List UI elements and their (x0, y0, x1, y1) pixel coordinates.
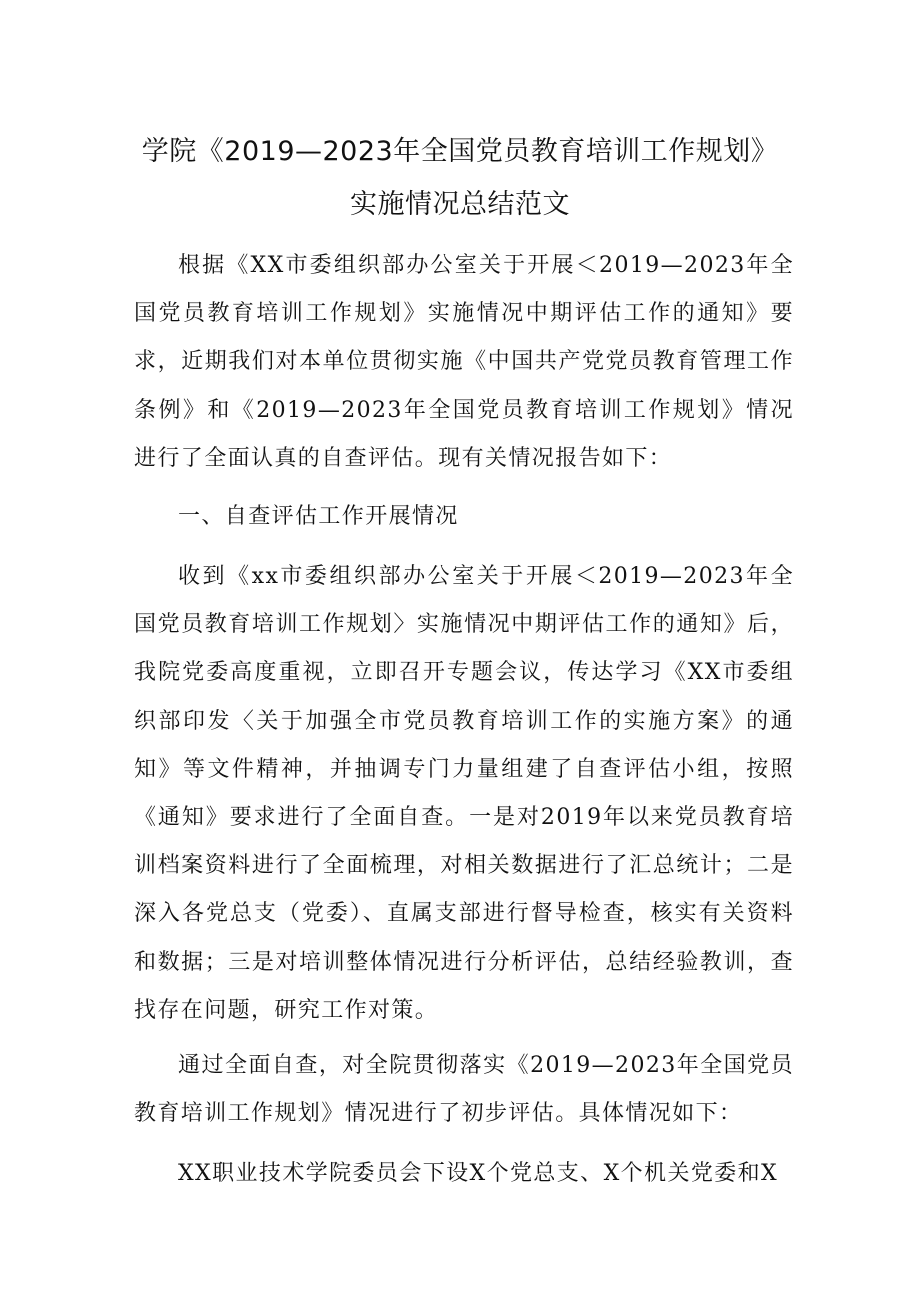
section-1-heading: 一、自查评估工作开展情况 (178, 504, 459, 529)
structure-paragraph: XX职业技术学院委员会下设X个党总支、X个机关党委和X (178, 1161, 779, 1186)
evaluation-paragraph: 通过全面自查，对全院贯彻落实《2019—2023年全国党员教育培训工作规划》情况进行了初步评估。具体情况如下： (134, 1053, 794, 1127)
document-title-line-2: 实施情况总结范文 (350, 189, 570, 220)
section-1-body-paragraph: 收到《xx市委组织部办公室关于开展＜2019—2023年全国党员教育培训工作规划〉实施情况中期评估工作的通知》后，我院党委高度重视，立即召开专题会议，传达学习《XX市委组织部印发〈关于加强全市党员教育培训工作的实施方案》的通知》等文件精神，并抽调专门力量组建了自查评估小组，按照《通知》要求进行了全面自查。一是对2019年以来党员教育培训档案资料进行了全面梳理，对相关数据进行了汇总统计；二是深入各党总支（党委）、直属支部进行督导检查，核实有关资料和数据；三是对培训整体情况进行分析评估，总结经验教训，查找存在问题，研究工作对策。 (134, 564, 794, 1023)
intro-paragraph: 根据《XX市委组织部办公室关于开展＜2019—2023年全国党员教育培训工作规划》实施情况中期评估工作的通知》要求，近期我们对本单位贯彻实施《中国共产党党员教育管理工作条例》和《2019—2023年全国党员教育培训工作规划》情况进行了全面认真的自查评估。现有关情况报告如下： (134, 253, 794, 471)
document-title-line-1: 学院《2019—2023年全国党员教育培训工作规划》 (141, 136, 779, 167)
